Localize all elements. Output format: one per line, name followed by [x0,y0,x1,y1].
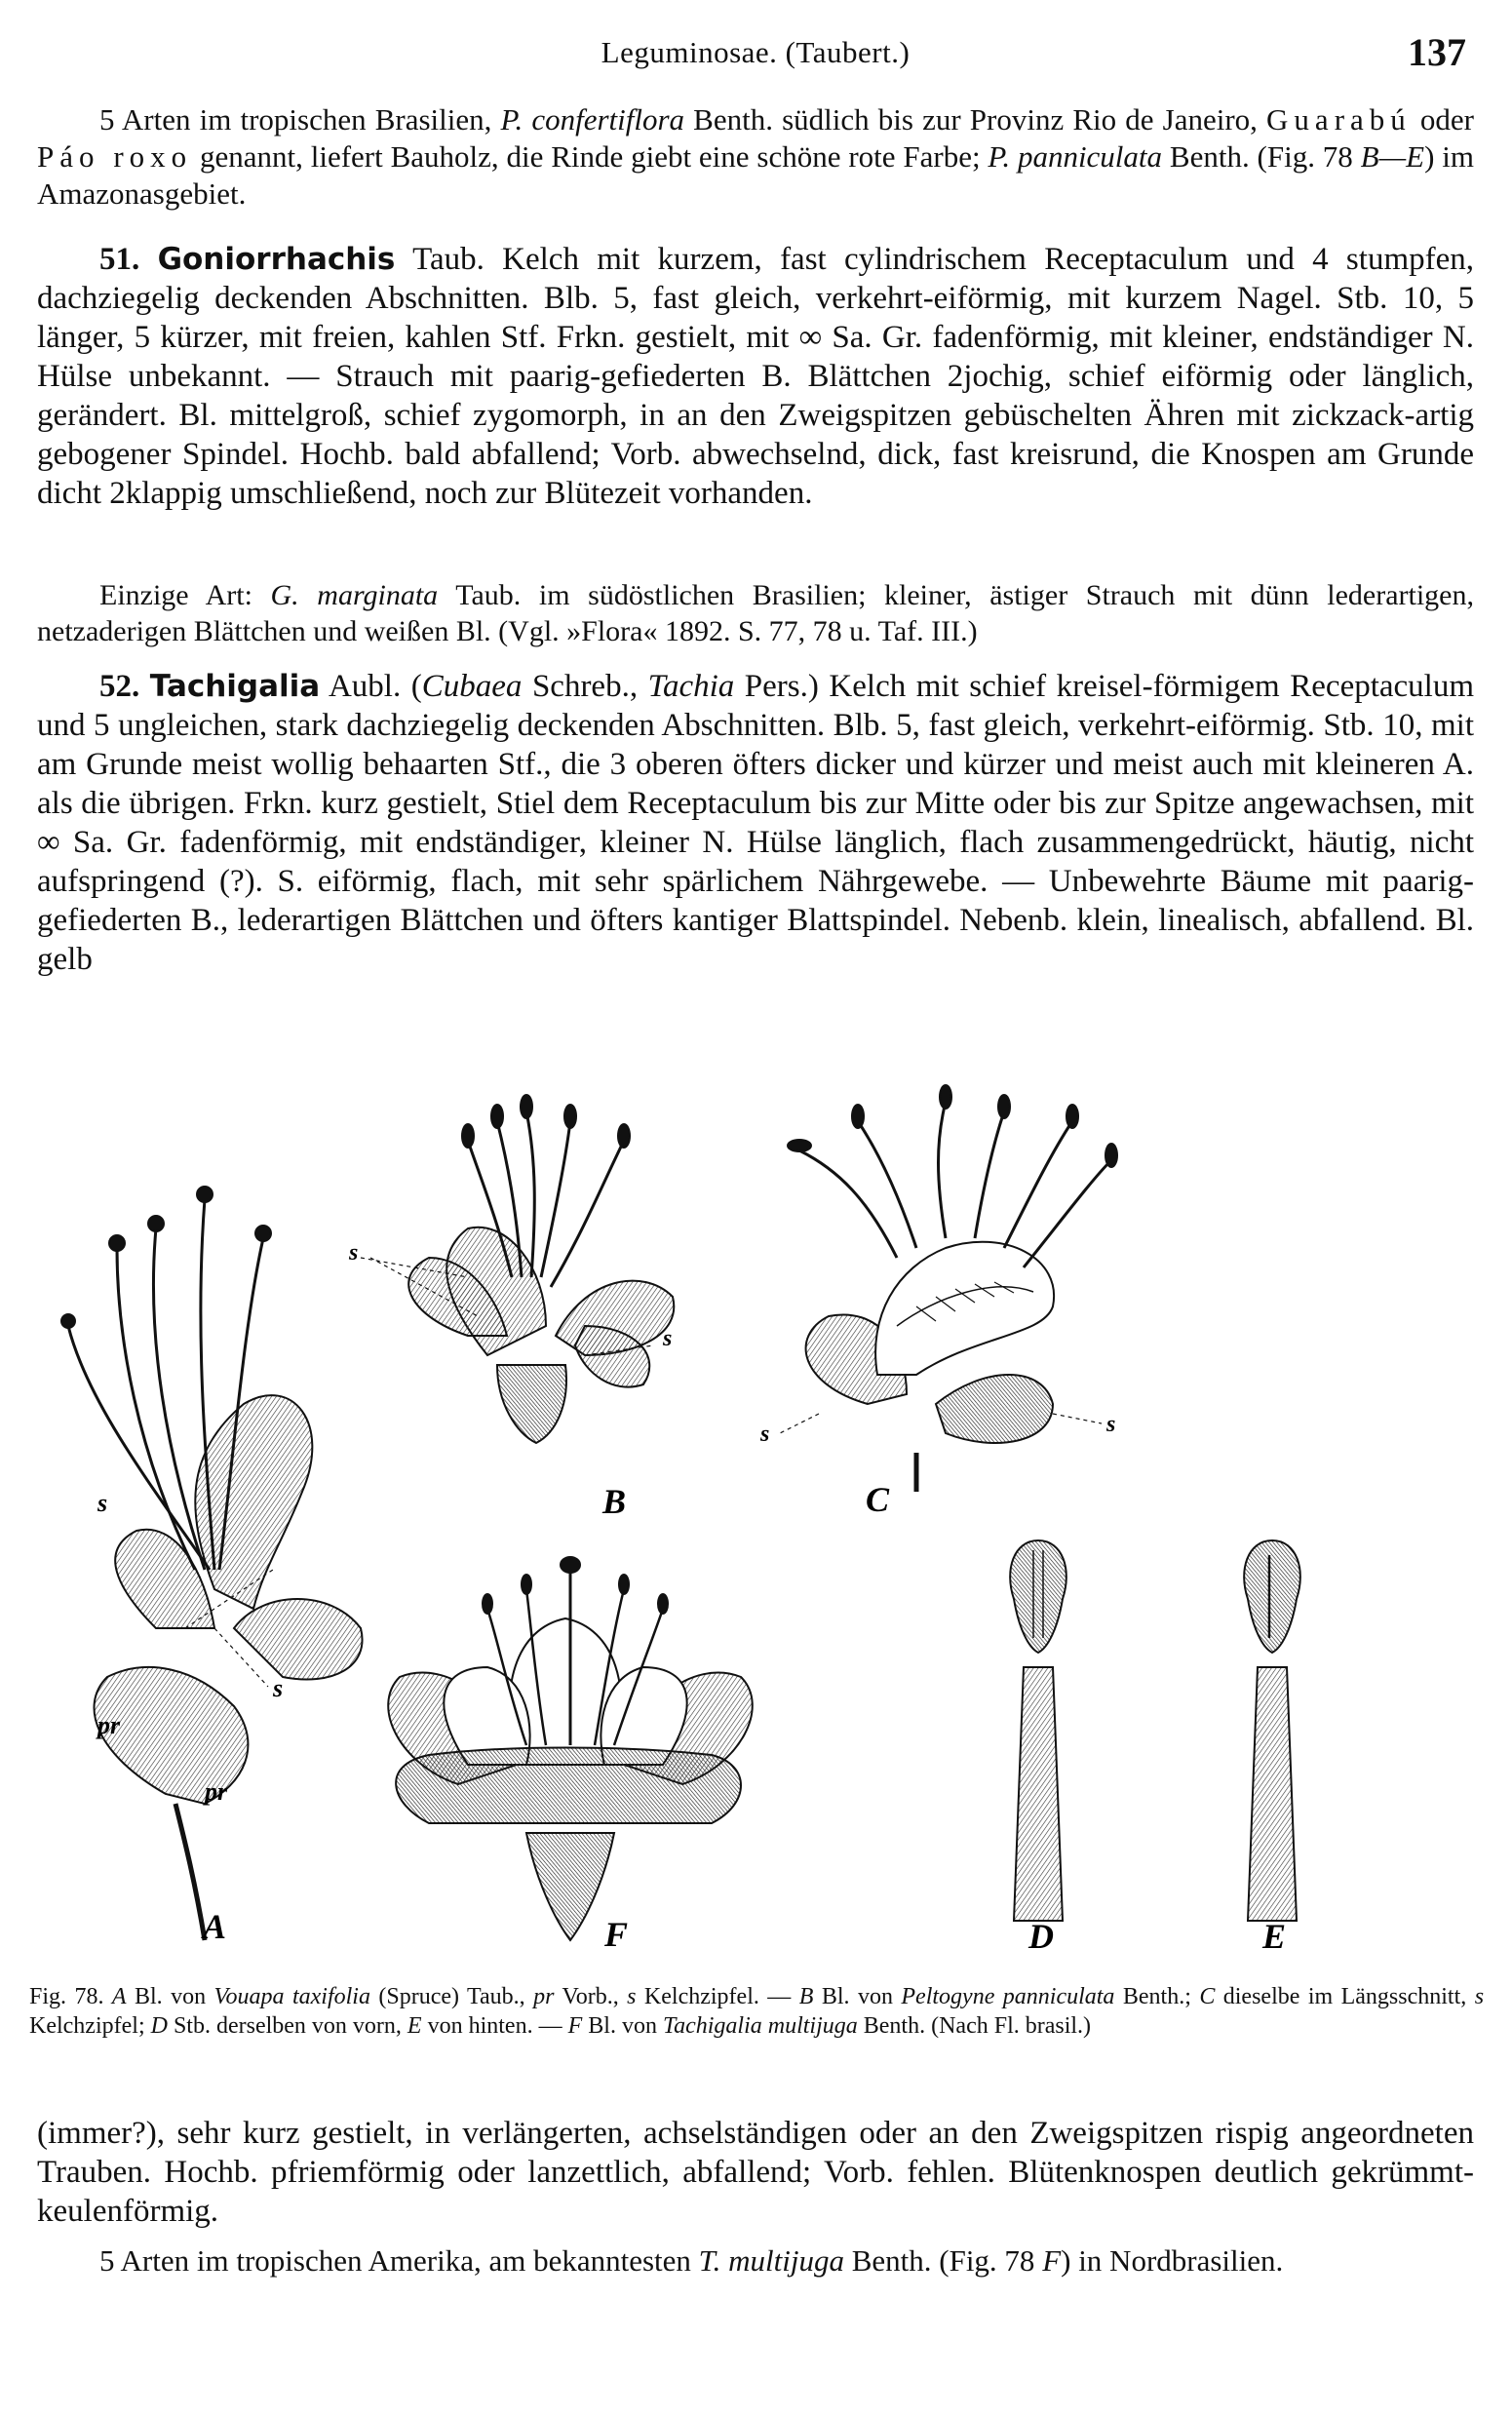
caption-species: Tachigalia multijuga [662,2013,858,2039]
genus-52-continuation [37,2114,1474,2231]
caption-species: Vouapa taxifolia [213,1984,370,2009]
figure-panel-f [388,1557,753,1940]
genus-name: Tachigalia [149,669,321,704]
note-text: Benth. (Fig. 78 [843,2243,1043,2278]
intro-paragraph [37,101,1474,213]
caption-panel-ref: A [111,1984,127,2009]
entry-number: 52. [99,669,140,704]
caption-text: Stb. derselben von vorn, [167,2013,407,2039]
intro-text: Benth. südlich bis zur Provinz Rio de Janeiro, [684,102,1267,136]
panel-label-e: E [1262,1917,1287,1956]
label-s: s [663,1326,673,1351]
note-text: Taub. im südöstlichen Brasilien; kleiner, ästiger Strauch mit dünn lederartigen, netzaderigen Blättchen und weißen Bl. (Vgl. »Flora« 1892. S. 77, 78 u. Taf. III.) [37,579,1474,647]
species-name: P. panniculata [988,139,1163,174]
caption-text: Bl. von [813,1984,902,2009]
label-s: s [349,1240,359,1266]
label-s: s [1106,1412,1116,1437]
note-text: 5 Arten im tropischen Amerika, am bekanntesten [99,2243,699,2278]
genus-description: Taub. Kelch mit kurzem, fast cylindrischem Receptaculum und 4 stumpfen, dachziegelig deckenden Abschnitten. Blb. 5, fast gleich, verkehrt-eiförmig, mit kurzem Nagel. Stb. 10, 5 länger, 5 kürzer, mit freien, kahlen Stf. Frkn. gestielt, mit ∞ Sa. Gr. fadenförmig, mit kleiner, endständiger N. Hülse unbekannt. — Strauch mit paarig-gefiederten B. Blättchen 2jochig, schief eiförmig oder länglich, gerändert. Bl. mittelgroß, schief zygomorph, in an den Zweigspitzen gebüschelten Ähren mit zickzack-artig gebogener Spindel. Hochb. bald abfallend; Vorb. abwechselnd, dick, fast kreisrund, die Knospen am Grunde dicht 2klappig umschließend, noch zur Blütezeit vorhanden. [37,242,1474,511]
intro-text: Benth. (Fig. 78 [1162,139,1361,174]
figure-panel-b [361,1095,674,1443]
caption-panel-ref: C [1199,1984,1216,2009]
caption-text: Kelchzipfel; [29,2013,151,2039]
vernacular-name: Páo roxo [37,139,193,174]
genus-description: Pers.) Kelch mit schief kreisel-förmigem Receptaculum und 5 ungleichen, stark dachziegelig deckenden Abschnitten. Blb. 5, fast gleich, verkehrt-eiförmig. Stb. 10, mit am Grunde meist wollig behaarten Stf., die 3 oberen öfters dicker und kürzer und meist auch mit kleineren A. als die übrigen. Frkn. kurz gestielt, Stiel dem Receptaculum bis zur Mitte oder bis zur Spitze angewachsen, mit ∞ Sa. Gr. fadenförmig, mit endständiger, kleiner N. Hülse länglich, flach zusammengedrückt, häutig, nicht aufspringend (?). S. eiförmig, flach, mit sehr spärlichem Nährgewebe. — Unbewehrte Bäume mit paarig-gefiederten B., lederartigen Blättchen und öfters kantiger Blattspindel. Nebenb. klein, linealisch, abfallend. Bl. gelb [37,669,1475,977]
page-number: 137 [1408,30,1466,74]
genus-51-note [37,577,1474,649]
intro-text: genannt, liefert Bauholz, die Rinde giebt eine schöne rote Farbe; [192,139,989,174]
figure-reference: B—E [1360,139,1425,174]
note-text: Einzige Art: [99,579,271,611]
caption-text: (Spruce) Taub., [369,1984,534,2009]
panel-label-d: D [1028,1917,1054,1956]
panel-label-c: C [866,1480,890,1519]
caption-abbrev: s [627,1984,637,2009]
note-text: ) in Nordbrasilien. [1061,2243,1284,2278]
figure-panel-a [61,1187,363,1940]
label-pr: pr [97,1711,121,1739]
caption-panel-ref: B [798,1984,814,2009]
continuation-text: (immer?), sehr kurz gestielt, in verlängerten, achselständigen oder an den Zweigspitzen rispig angeordneten Trauben. Hochb. pfriemförmig oder lanzettlich, abfallend; Vorb. fehlen. Blütenknospen deutlich gekrümmt-keulenförmig. [37,2116,1474,2229]
genus-name: Goniorrhachis [157,242,396,277]
caption-abbrev: pr [533,1984,555,2009]
caption-panel-ref: F [567,2013,583,2039]
synonym-name: Cubaea [421,669,523,704]
intro-text: ) im Amazonasgebiet. [37,139,1474,211]
caption-text: Vorb., [554,1984,628,2009]
panel-label-a: A [203,1907,227,1946]
panel-label-f: F [604,1915,629,1954]
entry-number: 51. [99,242,140,277]
figure-panel-e [1244,1540,1300,1921]
caption-text: Benth. (Nach Fl. brasil.) [857,2013,1092,2039]
species-name: P. confertiflora [500,102,685,136]
caption-text: von hinten. — [421,2013,568,2039]
species-name: T. multijuga [698,2243,844,2278]
label-pr: pr [205,1777,228,1806]
botanical-illustration [39,1082,1474,1960]
synonym-name: Tachia [647,669,735,704]
intro-text: 5 Arten im tropischen Brasilien, [99,102,501,136]
caption-panel-ref: D [150,2013,168,2039]
caption-text: Benth.; [1114,1984,1200,2009]
figure-panel-d [1010,1540,1066,1921]
caption-text: Kelchzipfel. — [636,1984,799,2009]
vernacular-name: Guarabú [1266,102,1412,136]
caption-panel-ref: E [407,2013,422,2039]
figure-78 [39,1082,1474,1960]
label-s: s [760,1422,770,1447]
caption-text: Bl. von [126,1984,214,2009]
label-s: s [273,1674,284,1702]
genus-entry-52 [37,667,1474,979]
panel-label-b: B [602,1482,627,1521]
caption-text: Bl. von [582,2013,663,2039]
caption-text: dieselbe im Längsschnitt, [1215,1984,1475,2009]
caption-abbrev: s [1474,1984,1485,2009]
figure-reference: F [1042,2243,1062,2278]
figure-caption [29,1982,1484,2041]
caption-species: Peltogyne panniculata [901,1984,1115,2009]
genus-52-note [37,2242,1474,2280]
intro-text: oder [1411,102,1474,136]
running-header [37,29,1474,78]
label-s: s [97,1489,108,1517]
author-text: Aubl. ( [320,669,422,704]
genus-entry-51 [37,240,1474,513]
header-title: Leguminosae. (Taubert.) [601,35,911,69]
author-text: Schreb., [522,669,648,704]
species-name: G. marginata [270,579,439,611]
caption-text: Fig. 78. [29,1984,112,2009]
figure-panel-c [780,1085,1117,1492]
